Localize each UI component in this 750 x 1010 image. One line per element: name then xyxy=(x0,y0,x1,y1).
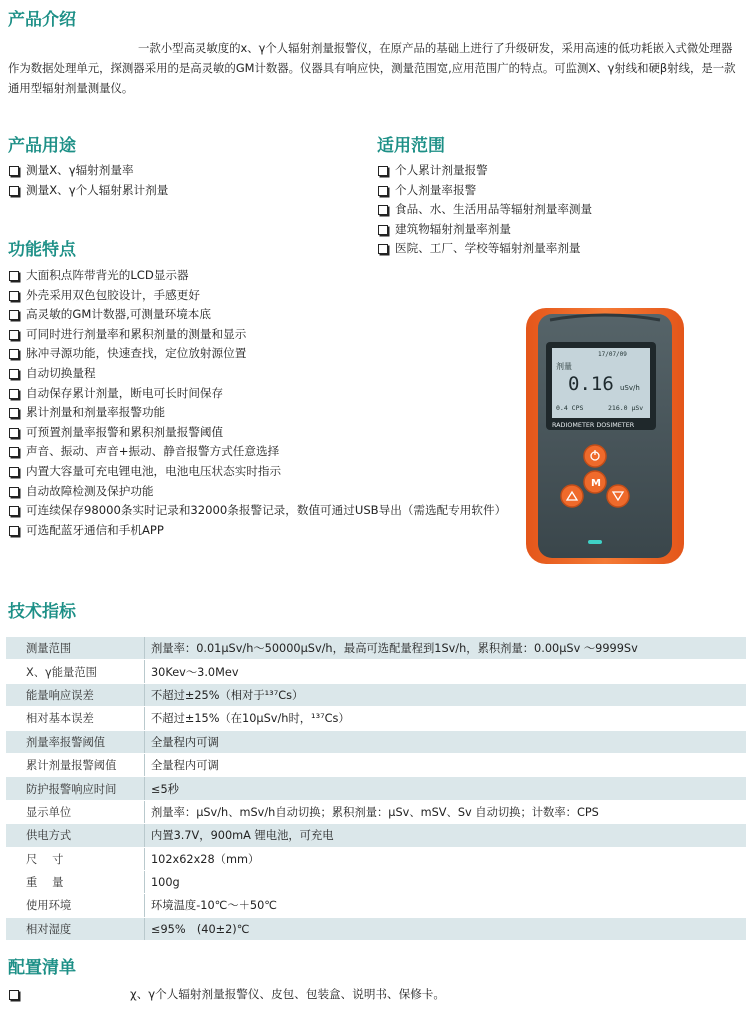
checkbox-icon xyxy=(378,166,388,176)
power-button xyxy=(584,445,606,467)
scope-title: 适用范围 xyxy=(377,136,445,156)
list-item: 个人剂量率报警 xyxy=(377,181,592,201)
features-list xyxy=(8,266,506,540)
dosimeter-device-image xyxy=(520,300,690,570)
table-row: 相对基本误差 不超过±15%（在10μSv/h时，¹³⁷Cs） xyxy=(6,707,746,730)
kit-title: 配置清单 xyxy=(8,958,76,978)
table-row: 重 量 100g xyxy=(6,871,746,894)
specs-title: 技术指标 xyxy=(8,602,76,622)
list-item: 声音、振动、声音+振动、静音报警方式任意选择 xyxy=(8,442,506,462)
specs-table xyxy=(6,637,746,941)
table-row: 显示单位 剂量率：μSv/h、mSv/h自动切换；累积剂量：μSv、mSV、Sv 自动切换；计数率：CPS xyxy=(6,801,746,824)
device-label: RADIOMETER DOSIMETER xyxy=(552,421,635,429)
list-item: 外壳采用双色包胶设计，手感更好 xyxy=(8,286,506,306)
list-item: 食品、水、生活用品等辐射剂量率测量 xyxy=(377,200,592,220)
checkbox-icon xyxy=(9,291,19,301)
usage-list xyxy=(8,161,168,200)
checkbox-icon xyxy=(378,244,388,254)
checkbox-icon xyxy=(9,349,19,359)
list-item: 可选配蓝牙通信和手机APP xyxy=(8,521,506,541)
list-item: 可连续保存98000条实时记录和32000条报警记录，数值可通过USB导出（需选配专用软件） xyxy=(8,501,506,521)
screen-mode-text: 剂量 xyxy=(556,362,572,371)
table-row: 能量响应误差 不超过±25%（相对于¹³⁷Cs） xyxy=(6,684,746,707)
scope-list xyxy=(377,161,592,259)
checkbox-icon xyxy=(9,166,19,176)
checkbox-icon xyxy=(9,408,19,418)
list-item: 大面积点阵带背光的LCD显示器 xyxy=(8,266,506,286)
down-button xyxy=(607,485,629,507)
checkbox-icon xyxy=(9,186,19,196)
table-row: 尺 寸 102x62x28（mm） xyxy=(6,848,746,871)
table-row: 累计剂量报警阈值 全量程内可调 xyxy=(6,754,746,777)
checkbox-icon xyxy=(378,225,388,235)
table-row: 相对湿度 ≤95% (40±2)℃ xyxy=(6,918,746,941)
checkbox-icon xyxy=(9,330,19,340)
intro-text: 一款小型高灵敏度的x、γ个人辐射剂量报警仪，在原产品的基础上进行了升级研发，采用高速的低功耗嵌入式微处理器作为数据处理单元，探测器采用的是高灵敏的GM计数器。仪器具有响应快，测量范围宽,应用范围广的特点。可监测X、γ射线和硬β射线，是一款通用型辐射剂量测量仪。 xyxy=(8,41,736,95)
list-item: 累计剂量和剂量率报警功能 xyxy=(8,403,506,423)
checkbox-icon xyxy=(9,271,19,281)
kit-text: χ、γ个人辐射剂量报警仪、皮包、包装盒、说明书、保修卡。 xyxy=(130,987,445,1001)
table-row: 测量范围 剂量率：0.01μSv/h～50000μSv/h，最高可选配量程到1Sv/h，累积剂量：0.00μSv ～9999Sv xyxy=(6,637,746,660)
table-row: 剂量率报警阈值 全量程内可调 xyxy=(6,731,746,754)
screen-unit-text: uSv/h xyxy=(620,384,640,392)
screen-cps-text: 0.4 CPS xyxy=(556,404,584,412)
list-item: 内置大容量可充电锂电池，电池电压状态实时指示 xyxy=(8,462,506,482)
table-row: 供电方式 内置3.7V，900mA 锂电池，可充电 xyxy=(6,824,746,847)
table-row: 防护报警响应时间 ≤5秒 xyxy=(6,777,746,800)
list-item: 医院、工厂、学校等辐射剂量率剂量 xyxy=(377,239,592,259)
table-row: X、γ能量范围 30Kev～3.0Mev xyxy=(6,660,746,683)
checkbox-icon xyxy=(9,990,19,1000)
up-button xyxy=(561,485,583,507)
features-title: 功能特点 xyxy=(8,240,76,260)
checkbox-icon xyxy=(378,205,388,215)
intro-title: 产品介绍 xyxy=(8,10,76,30)
checkbox-icon xyxy=(9,526,19,536)
screen-top-text: 17/07/09 xyxy=(598,351,627,358)
checkbox-icon xyxy=(9,447,19,457)
screen-value-text: 0.16 xyxy=(568,373,614,395)
list-item: 可同时进行剂量率和累积剂量的测量和显示 xyxy=(8,325,506,345)
checkbox-icon xyxy=(378,186,388,196)
screen-total-text: 216.0 μSv xyxy=(608,404,644,412)
list-item: 个人累计剂量报警 xyxy=(377,161,592,181)
checkbox-icon xyxy=(9,487,19,497)
checkbox-icon xyxy=(9,369,19,379)
checkbox-icon xyxy=(9,467,19,477)
list-item: 测量X、γ个人辐射累计剂量 xyxy=(8,181,168,201)
list-item: 高灵敏的GM计数器,可测量环境本底 xyxy=(8,305,506,325)
checkbox-icon xyxy=(9,389,19,399)
mode-button-label: M xyxy=(591,478,601,489)
list-item: 测量X、γ辐射剂量率 xyxy=(8,161,168,181)
checkbox-icon xyxy=(9,310,19,320)
usage-title: 产品用途 xyxy=(8,136,76,156)
list-item: 自动故障检测及保护功能 xyxy=(8,482,506,502)
list-item: 建筑物辐射剂量率剂量 xyxy=(377,220,592,240)
list-item: 自动切换量程 xyxy=(8,364,506,384)
checkbox-icon xyxy=(9,428,19,438)
list-item: 脉冲寻源功能，快速查找，定位放射源位置 xyxy=(8,344,506,364)
list-item: 可预置剂量率报警和累积剂量报警阈值 xyxy=(8,423,506,443)
list-item: 自动保存累计剂量，断电可长时间保存 xyxy=(8,384,506,404)
status-led xyxy=(588,540,602,544)
table-row: 使用环境 环境温度-10℃～＋50℃ xyxy=(6,894,746,917)
checkbox-icon xyxy=(9,506,19,516)
